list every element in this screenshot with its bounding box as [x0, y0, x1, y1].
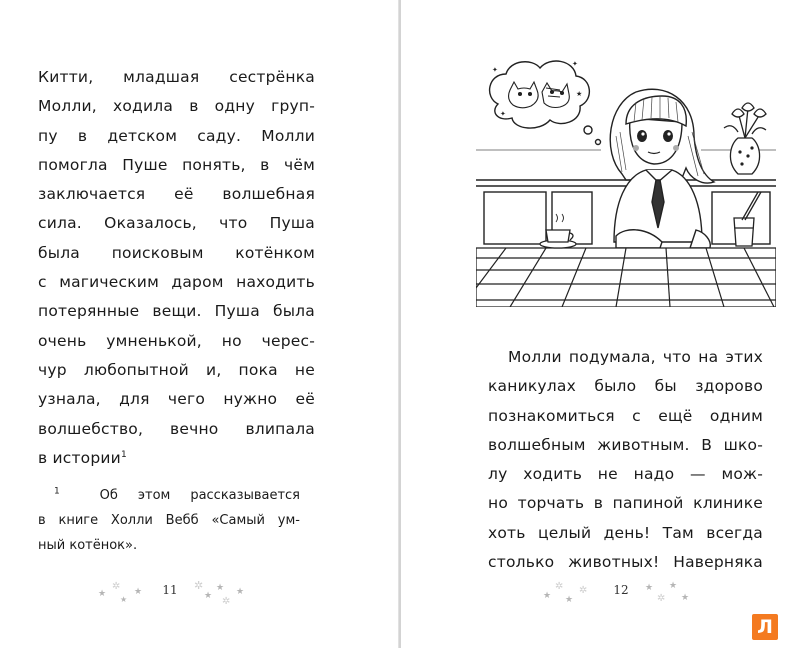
- text-line: Китти, младшая сестрёнка: [38, 68, 315, 86]
- text-line: познакомиться с ещё одним: [488, 406, 763, 425]
- text-line: каникулах было бы здорово: [488, 377, 763, 396]
- text-line: чур любопытной и, пока не: [38, 360, 315, 379]
- page-folio: [541, 580, 701, 610]
- text-line: в истории: [38, 448, 121, 467]
- svg-text:✦: ✦: [500, 110, 506, 118]
- star-ornament: ✲: [555, 581, 564, 592]
- left-page-text: [38, 63, 315, 473]
- text-line: волшебство, вечно влипала: [38, 419, 315, 438]
- page-folio: [90, 580, 250, 610]
- star-ornament: ✲: [657, 593, 666, 604]
- star-ornament: ★: [204, 591, 213, 601]
- footnote-line: [38, 483, 300, 508]
- text-line: сила. Оказалось, что Пуша: [38, 214, 315, 233]
- star-ornament: ★: [134, 587, 143, 597]
- svg-text:✦: ✦: [572, 60, 578, 68]
- star-ornament: ✲: [579, 585, 588, 596]
- text-line: хоть целый день! Там всегда: [488, 523, 763, 542]
- left-page: [0, 0, 399, 648]
- text-line: узнала, для чего нужно её: [38, 390, 315, 409]
- star-ornament: ✲: [112, 581, 121, 592]
- girl-illustration: [476, 52, 776, 307]
- star-ornament: ✲: [194, 579, 204, 592]
- footnote-marker: 1: [54, 486, 60, 497]
- text-line: Молли подумала, что на этих: [508, 348, 763, 366]
- text-line-last: [38, 444, 315, 473]
- text-line: Молли, ходила в одну груп-: [38, 97, 315, 116]
- svg-text:★: ★: [576, 90, 583, 98]
- right-page: [401, 0, 800, 648]
- watermark-logo: Л: [752, 614, 778, 640]
- footnote-reference[interactable]: 1: [120, 449, 127, 460]
- text-line: пу в детском саду. Молли: [38, 126, 315, 145]
- star-ornament: ★: [669, 581, 678, 591]
- text-line: помогла Пуше понять, в чём: [38, 155, 315, 174]
- footnote: [38, 483, 300, 558]
- text-line: потерянные вещи. Пуша была: [38, 302, 315, 321]
- star-ornament: ★: [98, 589, 107, 599]
- text-line: волшебным животным. В шко-: [488, 435, 763, 454]
- text-line: заключается её волшебная: [38, 185, 315, 204]
- page-number: 11: [162, 583, 178, 597]
- page-number: 12: [613, 583, 629, 597]
- text-line: очень умненькой, но черес-: [38, 331, 315, 350]
- footnote-text: Об этом рассказывается: [99, 488, 300, 503]
- star-ornament: ★: [120, 595, 128, 604]
- text-line: лу ходить не надо — мож-: [488, 465, 763, 484]
- star-ornament: ★: [645, 583, 654, 593]
- star-ornament: ★: [565, 595, 574, 605]
- star-ornament: ★: [236, 587, 245, 597]
- text-line: была поисковым котёнком: [38, 243, 315, 262]
- footnote-line: ный котёнок».: [38, 538, 138, 553]
- text-line: но торчать в папиной клинике: [488, 494, 763, 513]
- text-line: столько животных! Наверняка: [488, 553, 763, 572]
- star-ornament: ★: [543, 591, 552, 601]
- svg-text:✦: ✦: [492, 66, 498, 74]
- star-ornament: ★: [681, 593, 690, 603]
- text-line: с магическим даром находить: [38, 273, 315, 292]
- star-ornament: ✲: [222, 596, 231, 607]
- right-page-text: [488, 343, 763, 577]
- footnote-line: в книге Холли Вебб «Самый ум-: [38, 513, 300, 528]
- star-ornament: ★: [216, 583, 225, 593]
